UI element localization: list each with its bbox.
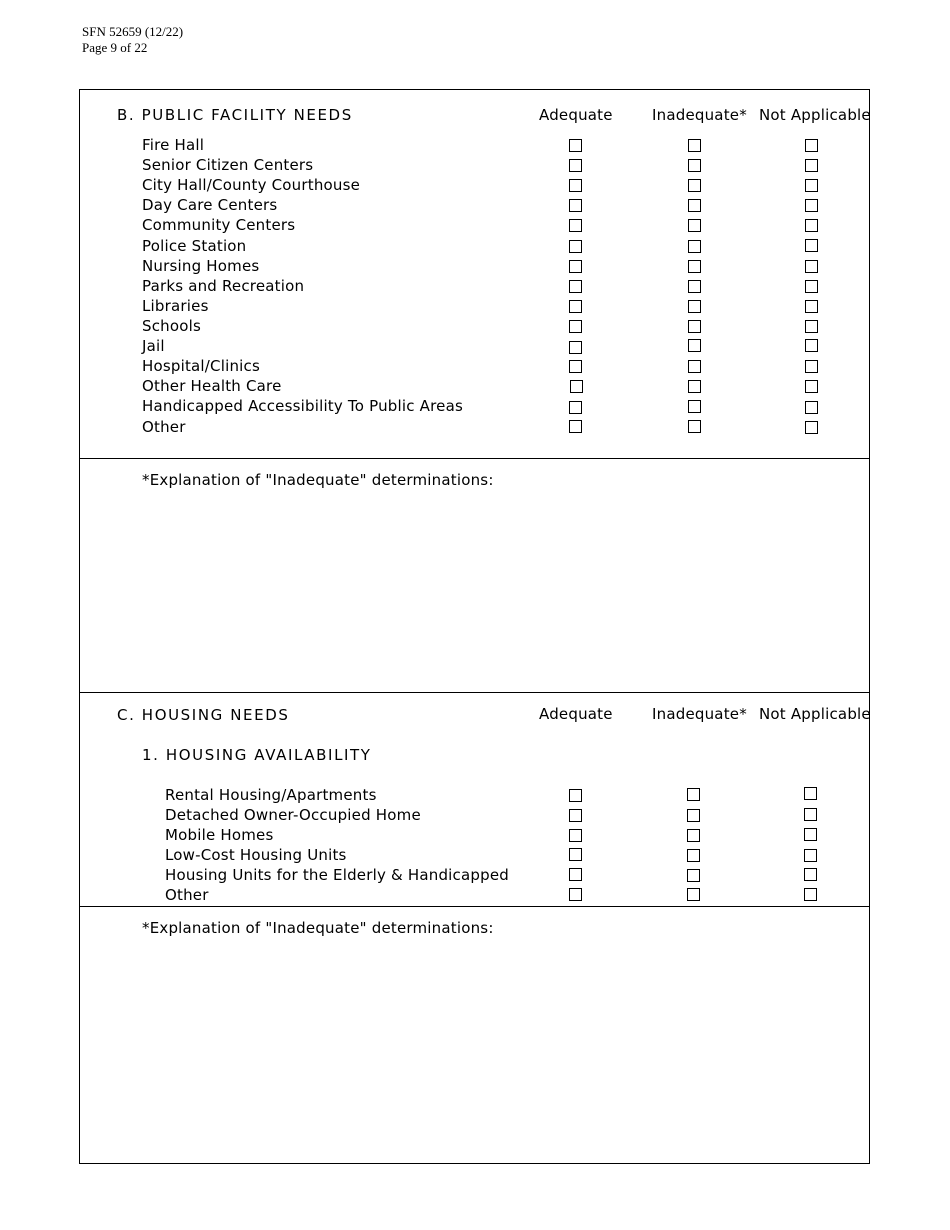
housing-label: Low-Cost Housing Units xyxy=(165,846,347,864)
list-item xyxy=(0,826,950,846)
inadequate-checkbox[interactable] xyxy=(688,300,701,313)
facility-label: Nursing Homes xyxy=(142,257,260,275)
inadequate-checkbox[interactable] xyxy=(688,159,701,172)
adequate-checkbox[interactable] xyxy=(569,179,582,192)
list-item xyxy=(0,786,950,806)
section-b-title: B. PUBLIC FACILITY NEEDS xyxy=(117,106,353,124)
inadequate-checkbox[interactable] xyxy=(687,849,700,862)
adequate-checkbox[interactable] xyxy=(569,260,582,273)
not-applicable-checkbox[interactable] xyxy=(805,320,818,333)
adequate-checkbox[interactable] xyxy=(569,848,582,861)
list-item xyxy=(0,806,950,826)
not-applicable-checkbox[interactable] xyxy=(804,868,817,881)
column-header-not-applicable: Not Applicable xyxy=(759,106,871,124)
not-applicable-checkbox[interactable] xyxy=(805,360,818,373)
inadequate-checkbox[interactable] xyxy=(688,219,701,232)
inadequate-checkbox[interactable] xyxy=(688,179,701,192)
list-item xyxy=(0,886,950,906)
section-c-explanation-label: *Explanation of "Inadequate" determinations: xyxy=(142,919,494,937)
inadequate-checkbox[interactable] xyxy=(688,320,701,333)
adequate-checkbox[interactable] xyxy=(569,868,582,881)
not-applicable-checkbox[interactable] xyxy=(805,280,818,293)
column-header-inadequate: Inadequate* xyxy=(652,106,747,124)
list-item xyxy=(0,337,950,357)
list-item xyxy=(0,866,950,886)
not-applicable-checkbox[interactable] xyxy=(805,239,818,252)
section-b-explanation-label: *Explanation of "Inadequate" determinations: xyxy=(142,471,494,489)
facility-label: Senior Citizen Centers xyxy=(142,156,314,174)
inadequate-checkbox[interactable] xyxy=(688,400,701,413)
adequate-checkbox[interactable] xyxy=(569,341,582,354)
inadequate-checkbox[interactable] xyxy=(688,240,701,253)
facility-label: Hospital/Clinics xyxy=(142,357,260,375)
column-header-inadequate: Inadequate* xyxy=(652,705,747,723)
facility-label: Other Health Care xyxy=(142,377,282,395)
adequate-checkbox[interactable] xyxy=(569,280,582,293)
not-applicable-checkbox[interactable] xyxy=(804,828,817,841)
list-item xyxy=(0,846,950,866)
housing-label: Detached Owner-Occupied Home xyxy=(165,806,421,824)
list-item xyxy=(0,397,950,417)
adequate-checkbox[interactable] xyxy=(569,360,582,373)
section-b-explanation-field[interactable] xyxy=(100,494,850,684)
inadequate-checkbox[interactable] xyxy=(688,199,701,212)
facility-label: Community Centers xyxy=(142,216,296,234)
not-applicable-checkbox[interactable] xyxy=(804,888,817,901)
section-c-explanation-divider xyxy=(79,906,870,907)
list-item xyxy=(0,377,950,397)
adequate-checkbox[interactable] xyxy=(570,380,583,393)
list-item xyxy=(0,277,950,297)
inadequate-checkbox[interactable] xyxy=(688,360,701,373)
not-applicable-checkbox[interactable] xyxy=(805,339,818,352)
inadequate-checkbox[interactable] xyxy=(688,280,701,293)
adequate-checkbox[interactable] xyxy=(569,809,582,822)
column-header-not-applicable: Not Applicable xyxy=(759,705,871,723)
list-item xyxy=(0,136,950,156)
not-applicable-checkbox[interactable] xyxy=(804,808,817,821)
adequate-checkbox[interactable] xyxy=(569,159,582,172)
section-c-divider xyxy=(79,692,870,693)
form-number: SFN 52659 (12/22) xyxy=(82,24,184,39)
not-applicable-checkbox[interactable] xyxy=(805,179,818,192)
section-b-divider xyxy=(79,458,870,459)
adequate-checkbox[interactable] xyxy=(569,199,582,212)
column-header-adequate: Adequate xyxy=(539,705,613,723)
list-item xyxy=(0,216,950,236)
inadequate-checkbox[interactable] xyxy=(687,869,700,882)
inadequate-checkbox[interactable] xyxy=(687,888,700,901)
facility-label: Other xyxy=(142,418,186,436)
section-c-explanation-field[interactable] xyxy=(100,942,850,1152)
adequate-checkbox[interactable] xyxy=(569,789,582,802)
adequate-checkbox[interactable] xyxy=(569,829,582,842)
facility-label: Schools xyxy=(142,317,202,335)
list-item xyxy=(0,357,950,377)
adequate-checkbox[interactable] xyxy=(569,219,582,232)
facility-label: Libraries xyxy=(142,297,209,315)
list-item xyxy=(0,418,950,438)
list-item xyxy=(0,156,950,176)
not-applicable-checkbox[interactable] xyxy=(804,787,817,800)
inadequate-checkbox[interactable] xyxy=(688,260,701,273)
housing-label: Other xyxy=(165,886,209,904)
not-applicable-checkbox[interactable] xyxy=(805,380,818,393)
list-item xyxy=(0,237,950,257)
not-applicable-checkbox[interactable] xyxy=(805,139,818,152)
facility-label: Parks and Recreation xyxy=(142,277,305,295)
not-applicable-checkbox[interactable] xyxy=(805,401,818,414)
adequate-checkbox[interactable] xyxy=(569,320,582,333)
facility-label: Handicapped Accessibility To Public Areas xyxy=(142,397,463,415)
adequate-checkbox[interactable] xyxy=(569,139,582,152)
page-header xyxy=(82,24,183,56)
adequate-checkbox[interactable] xyxy=(569,240,582,253)
inadequate-checkbox[interactable] xyxy=(688,420,701,433)
housing-label: Rental Housing/Apartments xyxy=(165,786,377,804)
adequate-checkbox[interactable] xyxy=(569,401,582,414)
subsection-title: 1. HOUSING AVAILABILITY xyxy=(142,746,372,764)
facility-label: Day Care Centers xyxy=(142,196,278,214)
list-item xyxy=(0,176,950,196)
adequate-checkbox[interactable] xyxy=(569,300,582,313)
list-item xyxy=(0,196,950,216)
inadequate-checkbox[interactable] xyxy=(688,339,701,352)
not-applicable-checkbox[interactable] xyxy=(805,159,818,172)
adequate-checkbox[interactable] xyxy=(569,420,582,433)
not-applicable-checkbox[interactable] xyxy=(805,260,818,273)
not-applicable-checkbox[interactable] xyxy=(805,300,818,313)
housing-label: Housing Units for the Elderly & Handicapped xyxy=(165,866,509,884)
facility-label: City Hall/County Courthouse xyxy=(142,176,361,194)
list-item xyxy=(0,297,950,317)
page-number: Page 9 of 22 xyxy=(82,40,148,55)
not-applicable-checkbox[interactable] xyxy=(804,849,817,862)
inadequate-checkbox[interactable] xyxy=(688,139,701,152)
not-applicable-checkbox[interactable] xyxy=(805,219,818,232)
list-item xyxy=(0,257,950,277)
facility-label: Jail xyxy=(142,337,165,355)
inadequate-checkbox[interactable] xyxy=(687,809,700,822)
facility-label: Police Station xyxy=(142,237,247,255)
facility-label: Fire Hall xyxy=(142,136,205,154)
inadequate-checkbox[interactable] xyxy=(687,829,700,842)
adequate-checkbox[interactable] xyxy=(569,888,582,901)
inadequate-checkbox[interactable] xyxy=(687,788,700,801)
housing-label: Mobile Homes xyxy=(165,826,274,844)
not-applicable-checkbox[interactable] xyxy=(805,421,818,434)
not-applicable-checkbox[interactable] xyxy=(805,199,818,212)
inadequate-checkbox[interactable] xyxy=(688,380,701,393)
section-c-title: C. HOUSING NEEDS xyxy=(117,706,290,724)
column-header-adequate: Adequate xyxy=(539,106,613,124)
list-item xyxy=(0,317,950,337)
